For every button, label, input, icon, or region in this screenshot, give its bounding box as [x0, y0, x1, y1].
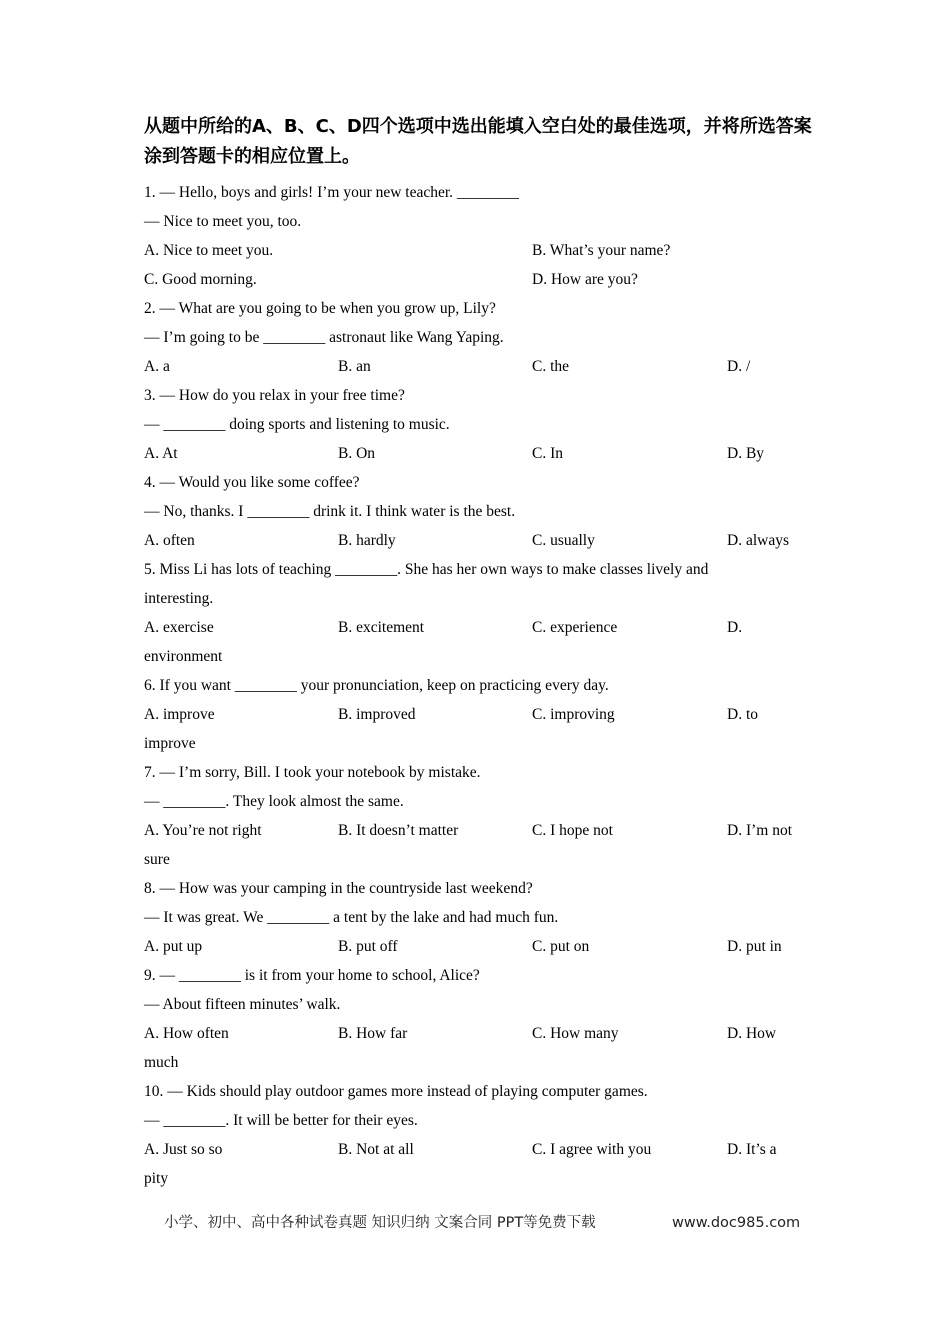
- question-9-option-A: A. How often: [144, 1025, 229, 1042]
- question-1-line-2: — Nice to meet you, too.: [144, 213, 302, 230]
- question-8-line-2: — It was great. We ________ a tent by the lake and had much fun.: [144, 909, 559, 926]
- question-6-line-1: 6. If you want ________ your pronunciation, keep on practicing every day.: [144, 677, 609, 694]
- question-7-option-B: B. It doesn’t matter: [338, 822, 459, 839]
- question-2-option-A: A. a: [144, 358, 170, 375]
- question-10-option-D: D. It’s a: [727, 1141, 777, 1158]
- question-1-line-1: 1. — Hello, boys and girls! I’m your new teacher. ________: [144, 184, 519, 201]
- question-3-option-A: A. At: [144, 445, 178, 462]
- question-6-option-D-continued: improve: [144, 735, 196, 752]
- question-8-line-1: 8. — How was your camping in the countryside last weekend?: [144, 880, 533, 897]
- question-2-option-C: C. the: [532, 358, 570, 375]
- footer-text: 小学、初中、高中各种试卷真题 知识归纳 文案合同 PPT等免费下载: [164, 1215, 596, 1231]
- question-6-option-D: D. to: [727, 706, 758, 723]
- question-2-line-2: — I’m going to be ________ astronaut like Wang Yaping.: [144, 329, 504, 346]
- instruction-heading: 从题中所给的A、B、C、D四个选项中选出能填入空白处的最佳选项，并将所选答案涂到答题卡的相应位置上。: [144, 116, 812, 167]
- question-9-option-D: D. How: [727, 1025, 777, 1042]
- question-5-option-C: C. experience: [532, 619, 618, 636]
- question-1-option-B: B. What’s your name?: [532, 242, 671, 259]
- question-5-option-B: B. excitement: [338, 619, 425, 636]
- question-5-option-D: D.: [727, 619, 743, 636]
- question-10-line-2: — ________. It will be better for their eyes.: [144, 1112, 418, 1129]
- question-6-option-B: B. improved: [338, 706, 416, 723]
- question-8-option-B: B. put off: [338, 938, 398, 955]
- question-10-option-C: C. I agree with you: [532, 1141, 652, 1158]
- question-6-option-A: A. improve: [144, 706, 215, 723]
- question-4-line-1: 4. — Would you like some coffee?: [144, 474, 360, 491]
- question-7-line-2: — ________. They look almost the same.: [144, 793, 404, 810]
- question-4-option-B: B. hardly: [338, 532, 396, 549]
- question-5-line-1: 5. Miss Li has lots of teaching ________. She has her own ways to make classes lively and: [144, 561, 709, 578]
- question-1-option-A: A. Nice to meet you.: [144, 242, 274, 259]
- footer-url: www.doc985.com: [672, 1215, 801, 1231]
- question-4-option-C: C. usually: [532, 532, 595, 549]
- question-10-option-A: A. Just so so: [144, 1141, 223, 1158]
- question-1-option-D: D. How are you?: [532, 271, 638, 288]
- question-4-option-A: A. often: [144, 532, 195, 549]
- question-10-option-D-continued: pity: [144, 1170, 169, 1187]
- question-6-option-C: C. improving: [532, 706, 615, 723]
- question-10-option-B: B. Not at all: [338, 1141, 414, 1158]
- question-3-option-C: C. In: [532, 445, 563, 462]
- question-1-option-C: C. Good morning.: [144, 271, 257, 288]
- question-7-line-1: 7. — I’m sorry, Bill. I took your notebook by mistake.: [144, 764, 481, 781]
- question-5-option-D-continued: environment: [144, 648, 223, 665]
- question-2-option-D: D. /: [727, 358, 751, 375]
- question-7-option-D-continued: sure: [144, 851, 170, 868]
- question-5-line-2: interesting.: [144, 590, 214, 607]
- question-9-option-D-continued: much: [144, 1054, 179, 1071]
- question-9-option-C: C. How many: [532, 1025, 619, 1042]
- question-3-option-D: D. By: [727, 445, 765, 462]
- question-7-option-D: D. I’m not: [727, 822, 793, 839]
- question-4-option-D: D. always: [727, 532, 789, 549]
- question-8-option-A: A. put up: [144, 938, 203, 955]
- question-8-option-C: C. put on: [532, 938, 590, 955]
- question-5-option-A: A. exercise: [144, 619, 214, 636]
- question-4-line-2: — No, thanks. I ________ drink it. I think water is the best.: [144, 503, 516, 520]
- question-8-option-D: D. put in: [727, 938, 782, 955]
- question-10-line-1: 10. — Kids should play outdoor games more instead of playing computer games.: [144, 1083, 648, 1100]
- question-3-option-B: B. On: [338, 445, 376, 462]
- question-3-line-1: 3. — How do you relax in your free time?: [144, 387, 405, 404]
- question-3-line-2: — ________ doing sports and listening to music.: [144, 416, 450, 433]
- question-2-option-B: B. an: [338, 358, 371, 375]
- question-2-line-1: 2. — What are you going to be when you grow up, Lily?: [144, 300, 496, 317]
- question-9-option-B: B. How far: [338, 1025, 408, 1042]
- question-9-line-2: — About fifteen minutes’ walk.: [144, 996, 341, 1013]
- question-9-line-1: 9. — ________ is it from your home to school, Alice?: [144, 967, 480, 984]
- question-7-option-C: C. I hope not: [532, 822, 613, 839]
- question-7-option-A: A. You’re not right: [144, 822, 262, 839]
